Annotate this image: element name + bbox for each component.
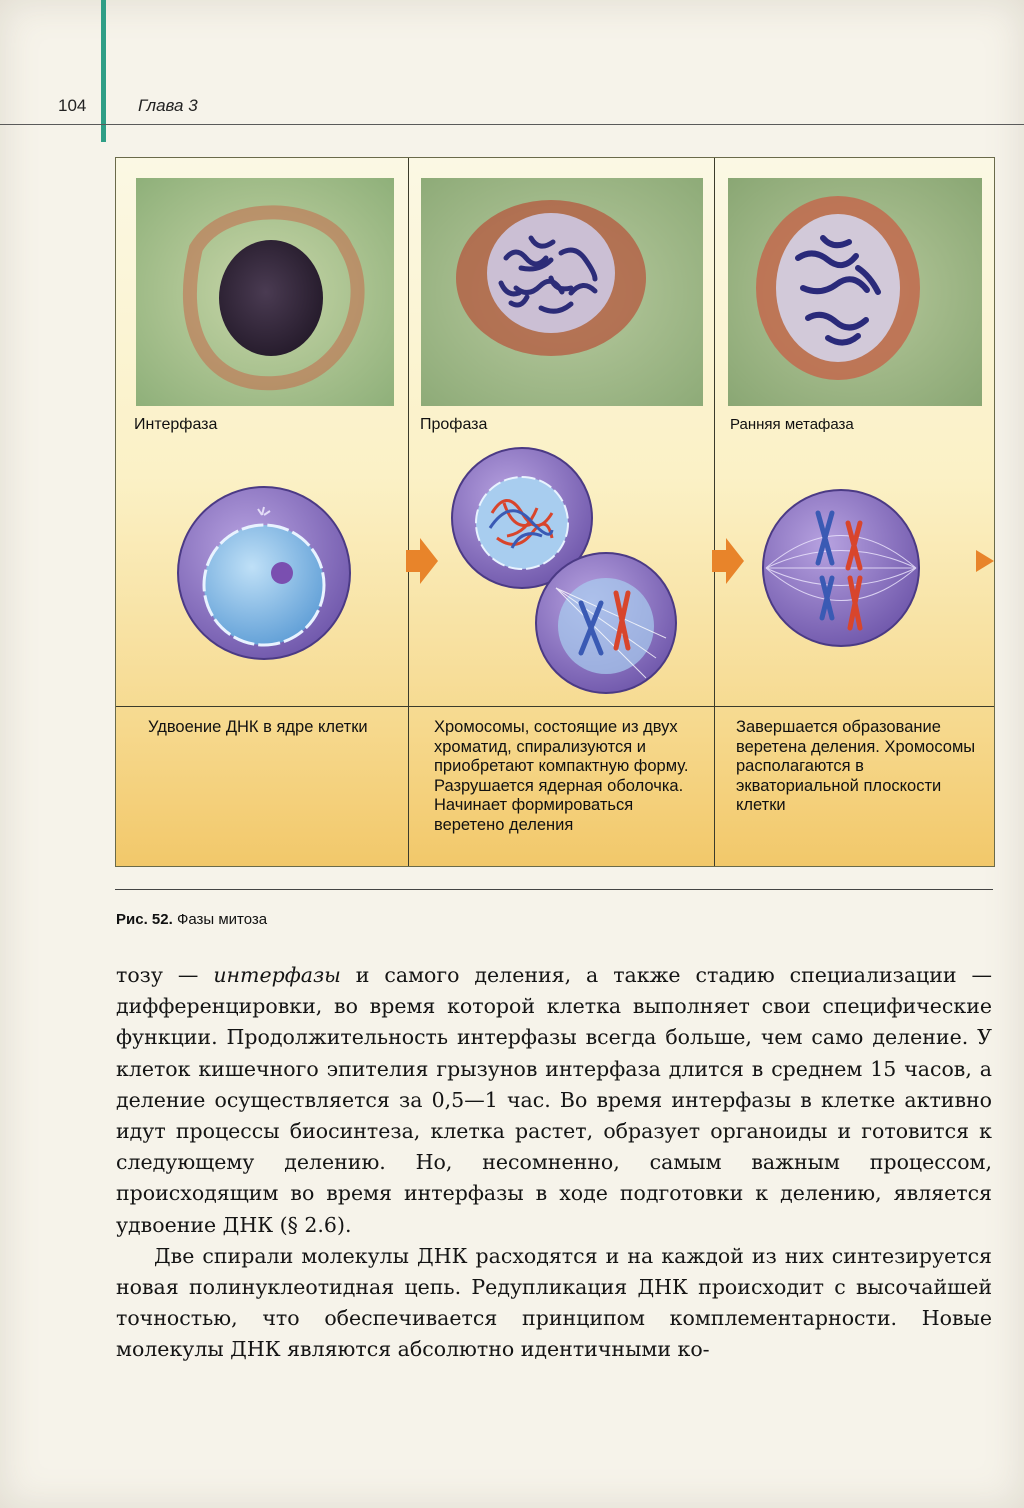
paragraph-rest: и самого деления, а также стадию специализации — дифференцировки, во время которой клетка выполняет свои специфические функции. Продолжительность интерфазы всегда больше, чем само деление. У клеток кишечного эпителия грызунов интерфаза длится в среднем 15 часов, а деление осуществляется за 0,5—1 час. Во время интерфазы в клетке активно идут процессы биосинтеза, клетка растет, образует органоиды и готовится к следующему делению. Но, несомненно, самым важным процессом, происходящим во время интерфазы в ходе подготовки к делению, является удвоение ДНК (§ 2.6).: [116, 963, 992, 1237]
figure-caption-text: Фазы митоза: [176, 911, 268, 928]
caption-rule: [115, 889, 993, 890]
paragraph: [116, 960, 992, 1241]
early-metaphase-micrograph: [728, 178, 982, 406]
term-interphase: интерфазы: [213, 963, 341, 987]
description-divider: [116, 706, 994, 707]
chapter-title: Глава 3: [138, 96, 198, 115]
description-early-metaphase: Завершается образование веретена деления. Хромосомы располагаются в экваториальной плоскости клетки: [736, 718, 976, 814]
page-number: 104: [58, 96, 87, 115]
description-interphase: Удвоение ДНК в ядре клетки: [148, 718, 368, 736]
margin-accent-bar: [101, 0, 106, 142]
description-prophase: Хромосомы, состоящие из двух хроматид, спирализуются и приобретают компактную форму. Разрушается ядерная оболочка. Начинает формироваться веретено деления: [434, 718, 689, 834]
column-divider: [714, 158, 715, 866]
arrow-right-icon: [976, 538, 994, 584]
figure-caption: [116, 911, 267, 928]
interphase-cell-diagram: [164, 473, 364, 673]
arrow-right-icon: [712, 538, 744, 584]
body-text: [116, 960, 992, 1366]
header-rule: [0, 124, 1024, 125]
paragraph-start: тозу —: [116, 963, 214, 987]
phase-label-interphase: Интерфаза: [134, 416, 218, 433]
metaphase-cell-diagram: [756, 483, 926, 653]
mitosis-figure: [115, 157, 995, 867]
prophase-cell-diagram-late: [526, 548, 686, 698]
column-divider: [408, 158, 409, 866]
arrow-right-icon: [406, 538, 438, 584]
figure-number: Рис. 52.: [116, 911, 173, 928]
paragraph: Две спирали молекулы ДНК расходятся и на каждой из них синтезируется новая полинуклеотидная цепь. Редупликация ДНК происходит с высочайшей точностью, что обеспечивается принципом комплементарности. Новые молекулы ДНК являются абсолютно идентичными ко-: [116, 1243, 992, 1362]
prophase-micrograph: [421, 178, 703, 406]
interphase-micrograph: [136, 178, 394, 406]
phase-label-prophase: Профаза: [420, 416, 488, 433]
phase-label-early-metaphase: Ранняя метафаза: [730, 416, 854, 433]
